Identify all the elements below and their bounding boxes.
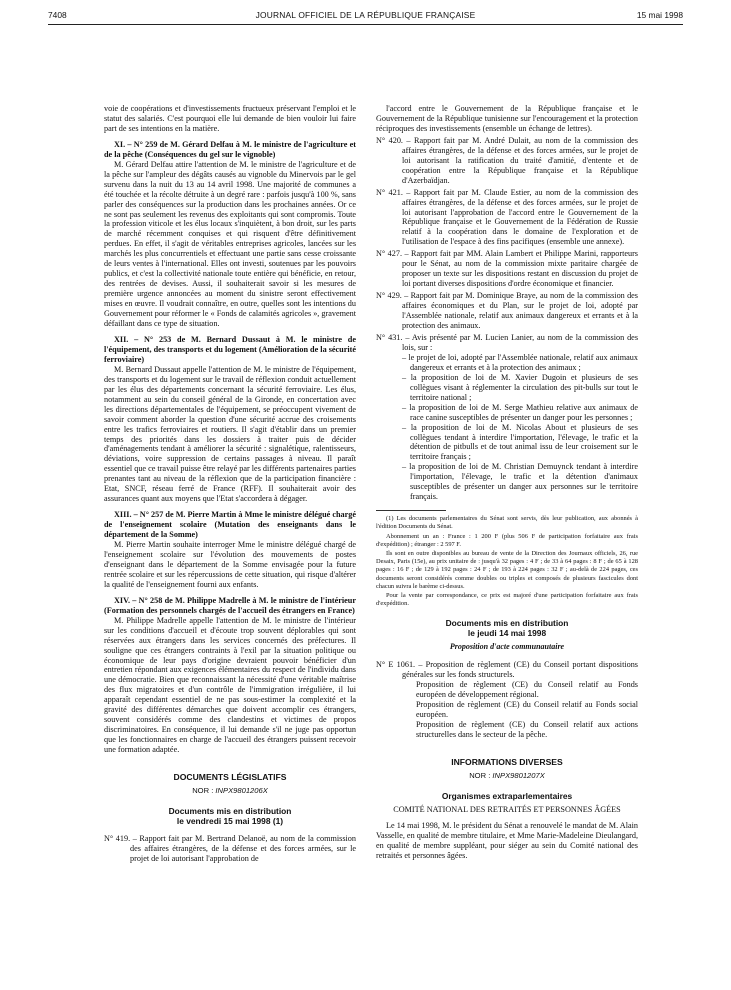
nor-label: NOR : [469,770,493,780]
proposition-peche: Proposition de règlement (CE) du Conseil relatif aux actions structurelles dans le secteur de la pêche. [416,720,638,740]
question-258-title: XIV. – N° 258 de M. Philippe Madrelle à M. le ministre de l'intérieur (Formation des personnels chargés de l'accueil des étrangers en France) [104,595,356,615]
footnote-prices: Ils sont en outre disponibles au bureau de vente de la Direction des Journaux officiels, 26, rue Desaix, Paris (15e), au prix unitaire de : jusqu'à 32 pages : 4 F ; de 33 à 64 pages : 8 F ; de 65 à 128 pages : 16 F ; de 129 à 192 pages : 24 F ; de 193 à 224 pages : 32 F ; au-delà de 224 pages, ces documents seront considérés comme doubles ou triples et composés de plusieurs fascicules dont chacun suivra le barème ci-dessus. [376,549,638,590]
header-rule [48,24,683,25]
document-item-421: N° 421. – Rapport fait par M. Claude Estier, au nom de la commission des affaires étrangères, de la défense et des forces armées, sur le projet de loi autorisant l'approbation de l'accord entre le Gouvernement de la République française et le Gouvernement de la Fédération de Russie relatif à la coopération dans le domaine de l'exploration et de l'utilisation de l'espace à des fins pacifiques (ensemble une annexe). [376,187,638,247]
proposition-subheading: Proposition d'acte communautaire [449,642,565,652]
footnote-separator [376,510,446,511]
docs-subheading-line2: le vendredi 15 mai 1998 (1) [176,815,284,826]
question-257-title: XIII. – N° 257 de M. Pierre Martin à Mme le ministre délégué chargé de l'enseignement scolaire (Mutation des enseignants dans le département de la Somme) [104,510,356,540]
docs2-subheading-line1: Documents mis en distribution [445,618,569,629]
comite-body: Le 14 mai 1998, M. le président du Sénat a renouvelé le mandat de M. Alain Vasselle, en qualité de membre titulaire, et Mme Marie-Madeleine Dieulangard, en qualité de membre suppléant, pour siéger au sein du Comité national des retraités et personnes âgées. [376,820,638,860]
issue-date: 15 mai 1998 [636,10,683,20]
list-item: – la proposition de loi de M. Christian Demuynck tendant à interdire l'importation, l'élevage, le trafic et la détention d'animaux susceptibles de présenter un danger aux personnes sur le territoire français. [402,462,638,502]
organismes-heading: Organismes extraparlementaires [441,790,573,801]
question-253-title: XII. – N° 253 de M. Bernard Dussaut à M. le ministre de l'équipement, des transports et du logement (Amélioration de la sécurité ferroviaire) [104,334,356,364]
question-258-body: M. Philippe Madrelle appelle l'attention de M. le ministre de l'intérieur sur les conditions d'accueil et d'écoute trop souvent déplorables qui sont réservées aux étrangers dans les services concernés des préfectures. Il souligne que ces étrangers contraints à l'exil par la situation politique ou économique de leur pays d'origine devraient pouvoir bénéficier d'un entretien répondant aux exigences élémentaires du respect de l'individu dans une démocratie. Bien que reconnaissant la nécessité d'une véritable maîtrise des flux migratoires et d'un contrôle de l'immigration irrégulière, il lui apparaît cependant essentiel de ne pas sous-estimer la complexité et la gravité des différentes démarches que doivent accomplir ces étrangers, souvent considérés comme des clandestins et victimes de propos discriminatoires. En conséquence, il lui demande s'il ne juge pas opportun que les fonctionnaires en charge de l'accueil des étrangers puissent recevoir une formation adaptée. [104,615,356,755]
list-item: – le projet de loi, adopté par l'Assemblée nationale, relatif aux animaux dangereux et errants et à la protection des animaux ; [402,352,638,372]
footnote-1: (1) Les documents parlementaires du Sénat sont servis, dès leur publication, aux abonnés à l'édition Documents du Sénat. [376,515,638,531]
document-item-419: N° 419. – Rapport fait par M. Bertrand Delanoë, au nom de la commission des affaires étrangères, de la défense et des forces armées, sur le projet de loi autorisant l'approbation de [104,833,356,863]
docs2-subheading-line2: le jeudi 14 mai 1998 [467,628,547,639]
proposition-fse: Proposition de règlement (CE) du Conseil relatif au Fonds social européen. [416,700,638,720]
question-259-title: XI. – N° 259 de M. Gérard Delfau à M. le ministre de l'agriculture et de la pêche (Conséquences du gel sur le vignoble) [104,139,356,159]
docs-subheading-line1: Documents mis en distribution [168,805,292,816]
section-heading-documents: DOCUMENTS LÉGISLATIFS [173,772,287,783]
document-item-e1061: N° E 1061. – Proposition de règlement (CE) du Conseil portant dispositions générales sur les fonds structurels. [376,660,638,680]
section-heading-informations: INFORMATIONS DIVERSES [451,756,563,767]
question-257-body: M. Pierre Martin souhaite interroger Mme le ministre délégué chargé de l'enseignement scolaire sur l'évolution des mouvements de postes d'enseignant dans le département de la Somme envisagée pour la future rentrée scolaire et sur les répercussions de cette situation, qui risque d'altérer la qualité de l'enseignement fourni aux enfants. [104,540,356,589]
document-item-427: N° 427. – Rapport fait par MM. Alain Lambert et Philippe Marini, rapporteurs pour le Sénat, au nom de la commission mixte paritaire chargée de proposer un texte sur les dispositions restant en discussion du projet de loi portant diverses dispositions d'ordre économique et financier. [376,249,638,289]
info-nor-reference [376,771,638,781]
list-item: – la proposition de loi de M. Serge Mathieu relative aux animaux de race canine susceptibles de présenter un danger pour les personnes ; [402,402,638,422]
question-259-body: M. Gérard Delfau attire l'attention de M. le ministre de l'agriculture et de la pêche sur l'ampleur des dégâts causés au vignoble du Minervois par le gel survenu dans la nuit du 13 au 14 avril 1998. Une majorité de communes a été touchée et la récolte détruite à un degré rare : parfois jusqu'à 100 %, sans parler des conséquences sur la production dans les prochaines années. Or ce ne sont pas seulement les revenus des exploitants qui sont compromis. Toute la profession viticole et les élus locaux s'inquiètent, à bon droit, sur les parts de marché récemment conquises et qui risquent d'être définitivement perdues. En effet, il s'agit de véritables entreprises agricoles, lancées sur les marchés les plus concurrentiels et effectuant une partie sans cesse croissante de leurs ventes à l'international. Elles ont investi, soutenues par les pouvoirs publics, et c'est la collectivité nationale toute entière qui bénéficie, en retour, des rentrées de devises. Aussi, il souhaiterait savoir si les mesures de première urgence annoncées au moment du sinistre seront effectivement mises en œuvre. Il voudrait connaître, en outre, quelles sont les intentions du Gouvernement pour réformer le « Fonds de calamités agricoles », gravement défaillant dans ce type de situation. [104,159,356,329]
proposition-feder: Proposition de règlement (CE) du Conseil relatif au Fonds européen de développement régional. [416,680,638,700]
list-item: – la proposition de loi de M. Xavier Dugoin et plusieurs de ses collègues visant à réglementer la circulation des pit-bulls sur tout le territoire national ; [402,372,638,402]
page-number: 7408 [48,10,67,20]
question-253-body: M. Bernard Dussaut appelle l'attention de M. le ministre de l'équipement, des transports et du logement sur le travail de réflexion conduit actuellement par les élus des départements concernant la sécurité ferroviaire. Les élus, notamment au sein du conseil général de la Gironde, en concertation avec les directions départementales de l'équipement, se préoccupent vivement de savoir comment aborder la question d'une sécurité accrue des croisements entre les trafics ferroviaires et routiers. Il s'agit d'établir dans un premier temps des priorités dans les dossiers à traiter puis de décider d'aménagements tendant à améliorer la sécurité : signalétique, ralentisseurs, déviations, voire suppression de certains passages à niveau. Il paraît essentiel que ce travail puisse être relayé par les différents partenaires parties prenantes tant au niveau de la réflexion que de la participation financière : Etat, SNCF, réseau ferré de France (RFF). Il souhaiterait avoir des assurances quant aux moyens que l'Etat s'accordera à dégager. [104,364,356,504]
left-column [104,104,356,864]
nor-reference [104,786,356,796]
document-item-420: N° 420. – Rapport fait par M. André Dulait, au nom de la commission des affaires étrangères, de la défense et des forces armées, sur le projet de loi autorisant la ratification du traité d'amitié, d'entente et de coopération entre la République française et la République d'Azerbaïdjan. [376,135,638,185]
footnote-mail-order: Pour la vente par correspondance, ce prix est majoré d'une participation forfaitaire aux frais d'expédition. [376,592,638,608]
document-item-431: N° 431. – Avis présenté par M. Lucien Lanier, au nom de la commission des lois, sur : [376,332,638,352]
journal-title: JOURNAL OFFICIEL DE LA RÉPUBLIQUE FRANÇAISE [255,10,476,20]
intro-paragraph: voie de coopérations et d'investissements fructueux préservant l'emploi et le statut des salariés. C'est pourquoi elle lui demande de bien vouloir lui faire part de ses intentions en la matière. [104,104,356,133]
nor-label: NOR : [192,786,216,795]
document-item-419-continued: l'accord entre le Gouvernement de la République française et le Gouvernement de la République tunisienne sur l'encouragement et la protection réciproques des investissements (ensemble un échange de lettres). [376,104,638,133]
nor-code: INPX9801207X [492,770,545,780]
right-column [376,104,638,861]
comite-heading: COMITÉ NATIONAL DES RETRAITÉS ET PERSONNES ÂGÉES [393,804,621,814]
footnote-subscription: Abonnement un an : France : 1 200 F (plus 506 F de participation forfaitaire aux frais d'expédition) ; étranger : 2 597 F. [376,532,638,548]
nor-code: INPX9801206X [215,786,268,795]
document-item-429: N° 429. – Rapport fait par M. Dominique Braye, au nom de la commission des affaires économiques et du Plan, sur le projet de loi, adopté par l'Assemblée nationale, relatif aux animaux dangereux et errants et à la protection des animaux. [376,291,638,331]
list-item: – la proposition de loi de M. Nicolas About et plusieurs de ses collègues tendant à interdire l'importation, l'élevage, le trafic et la détention de pitbulls et de tout animal issu de leur croisement sur le territoire français ; [402,422,638,462]
